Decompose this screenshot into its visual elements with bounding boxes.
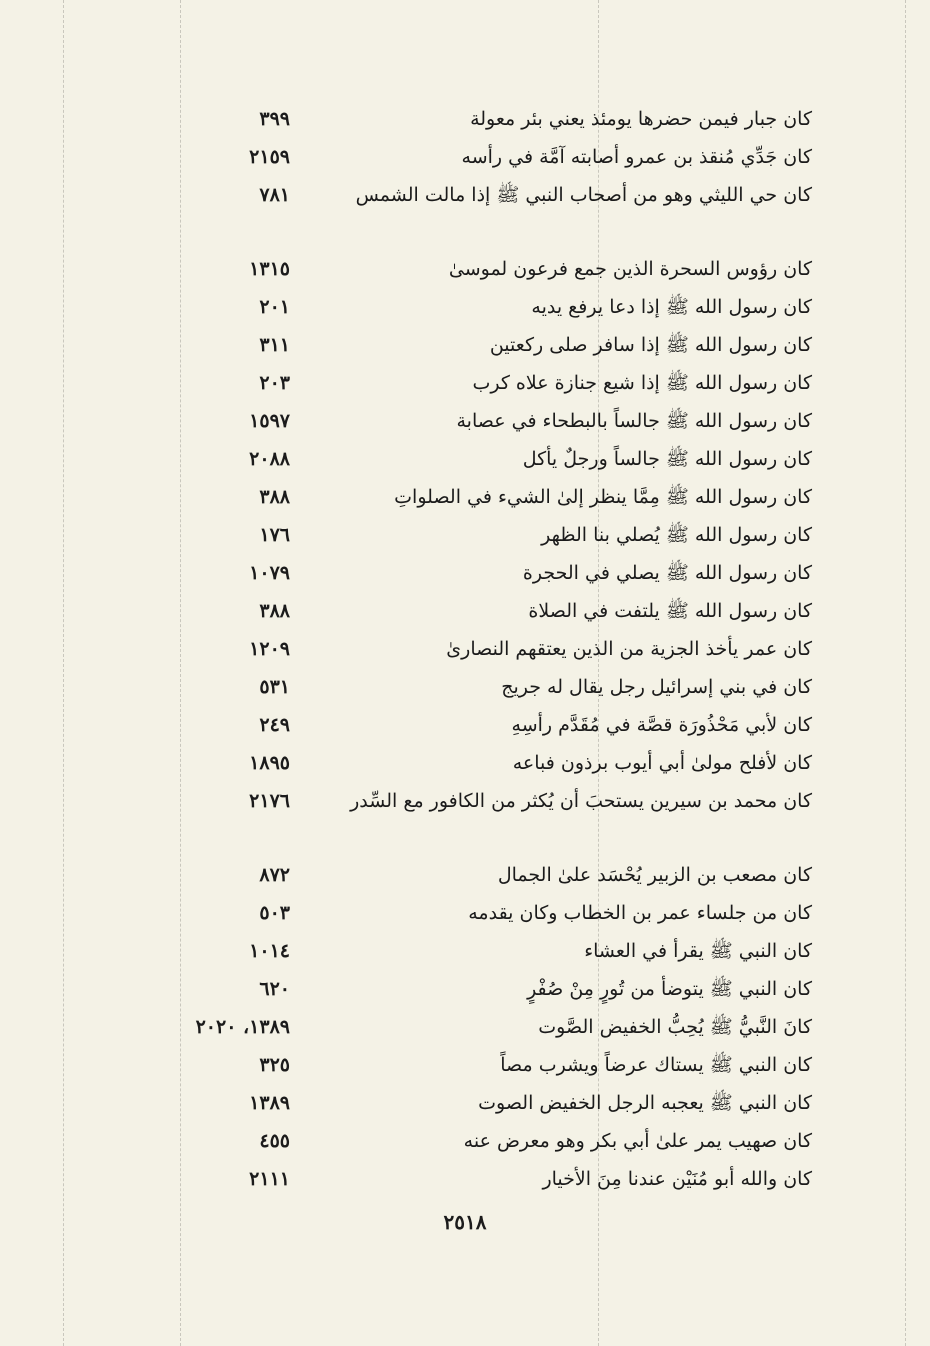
entry-page-number: ٣٢٥ (259, 1054, 290, 1076)
index-entry (0, 1160, 930, 1200)
entry-text: كان رسول الله ﷺ مِمَّا ينظر إلىٰ الشيء في الصلواتِ (394, 486, 812, 508)
index-entry (0, 970, 930, 1010)
entry-page-number: ٢١١١ (249, 1168, 290, 1190)
index-entry (0, 1046, 930, 1086)
index-entry (0, 176, 930, 252)
entry-text: كان رسول الله ﷺ يصلي في الحجرة (522, 562, 812, 584)
index-entry (0, 1084, 930, 1124)
entry-page-number: ١٨٩٥ (249, 752, 290, 774)
entry-text: كان لأفلح مولىٰ أبي أيوب برذون فباعه (512, 752, 812, 774)
entry-page-number: ٢٠٣ (259, 372, 290, 394)
entry-page-number: ٧٨١ (259, 184, 290, 206)
entry-text: كان النبي ﷺ يعجبه الرجل الخفيض الصوت (478, 1092, 812, 1114)
entry-page-number: ١٧٦ (259, 524, 290, 546)
index-entry (0, 744, 930, 784)
index-entry (0, 856, 930, 896)
index-entry (0, 138, 930, 178)
entry-page-number: ٢١٧٦ (249, 790, 290, 812)
entry-page-number: ١٣٨٩، ٢٠٢٠ (195, 1016, 290, 1038)
entry-text: كان في بني إسرائيل رجل يقال له جريج (501, 676, 812, 698)
entry-text: كان رؤوس السحرة الذين جمع فرعون لموسىٰ (448, 258, 812, 280)
entry-text: كان جبار فيمن حضرها يومئذ يعني بئر معولة (470, 108, 812, 130)
entry-text: كانَ النَّبيُّ ﷺ يُحِبُّ الخفيض الصَّوت (538, 1016, 812, 1038)
entry-page-number: ٢٤٩ (259, 714, 290, 736)
entry-page-number: ٣٨٨ (259, 486, 290, 508)
index-entry (0, 1122, 930, 1162)
index-entry (0, 100, 930, 140)
index-entry (0, 668, 930, 708)
index-entry (0, 402, 930, 442)
entry-page-number: ٢١٥٩ (249, 146, 290, 168)
entry-page-number: ٥٣١ (259, 676, 290, 698)
entry-text: كان مصعب بن الزبير يُحْسَد علىٰ الجمال (497, 864, 812, 886)
index-entry (0, 250, 930, 290)
entry-page-number: ٢٠٨٨ (249, 448, 290, 470)
entry-text: كان النبي ﷺ يستاك عرضاً ويشرب مصاً (500, 1054, 812, 1076)
entry-text: كان النبي ﷺ يقرأ في العشاء (584, 940, 812, 962)
index-entry (0, 706, 930, 746)
entry-text: كان حي الليثي وهو من أصحاب النبي ﷺ إذا مالت الشمس (355, 184, 812, 206)
index-entry (0, 288, 930, 328)
entry-page-number: ٢٠١ (259, 296, 290, 318)
entry-page-number: ١٢٠٩ (249, 638, 290, 660)
entry-page-number: ٣١١ (259, 334, 290, 356)
index-entry (0, 440, 930, 480)
entry-text: كان جَدِّي مُنقذ بن عمرو أصابته آمَّة في رأسه (461, 146, 812, 168)
index-entry (0, 592, 930, 632)
index-entry (0, 894, 930, 934)
index-entry (0, 932, 930, 972)
index-entry (0, 554, 930, 594)
index-entry (0, 364, 930, 404)
entry-page-number: ١٥٩٧ (249, 410, 290, 432)
entry-page-number: ٥٠٣ (259, 902, 290, 924)
entry-text: كان والله أبو مُنَيْن عندنا مِنَ الأخيار (542, 1168, 812, 1190)
index-entry (0, 326, 930, 366)
entry-text: كان لأبي مَحْذُورَة قصَّة في مُقَدَّم رأسِهِ (511, 714, 812, 736)
entry-text: كان رسول الله ﷺ يلتفت في الصلاة (528, 600, 812, 622)
index-entry (0, 1008, 930, 1048)
entry-page-number: ١٣١٥ (249, 258, 290, 280)
entry-text: كان رسول الله ﷺ إذا دعا يرفع يديه (531, 296, 812, 318)
entry-page-number: ١٠٧٩ (249, 562, 290, 584)
entry-page-number: ٦٢٠ (259, 978, 290, 1000)
index-entry (0, 630, 930, 670)
entry-page-number: ٣٩٩ (259, 108, 290, 130)
entry-page-number: ٨٧٢ (259, 864, 290, 886)
entry-page-number: ١٣٨٩ (249, 1092, 290, 1114)
entry-page-number: ٤٥٥ (259, 1130, 290, 1152)
index-entry (0, 478, 930, 518)
page-folio-number: ٢٥١٨ (443, 1210, 487, 1234)
index-entry (0, 516, 930, 556)
entry-page-number: ١٠١٤ (249, 940, 290, 962)
index-entry (0, 782, 930, 858)
entry-text: كان رسول الله ﷺ يُصلي بنا الظهر (541, 524, 812, 546)
entry-text: كان رسول الله ﷺ جالساً ورجلٌ يأكل (522, 448, 812, 470)
entry-text: كان من جلساء عمر بن الخطاب وكان يقدمه (468, 902, 812, 924)
entry-text: كان رسول الله ﷺ إذا شيع جنازة علاه كرب (472, 372, 812, 394)
entry-text: كان عمر يأخذ الجزية من الذين يعتقهم النصارىٰ (446, 638, 812, 660)
entry-text: كان محمد بن سيرين يستحبَ أن يُكثر من الكافور مع السِّدر (350, 790, 812, 812)
entry-text: كان النبي ﷺ يتوضأ من تُورٍ مِنْ صُفْرٍ (527, 978, 812, 1000)
entry-page-number: ٣٨٨ (259, 600, 290, 622)
entry-text: كان رسول الله ﷺ إذا سافر صلى ركعتين (489, 334, 812, 356)
entry-text: كان صهيب يمر علىٰ أبي بكر وهو معرض عنه (463, 1130, 812, 1152)
entry-text: كان رسول الله ﷺ جالساً بالبطحاء في عصابة (456, 410, 812, 432)
